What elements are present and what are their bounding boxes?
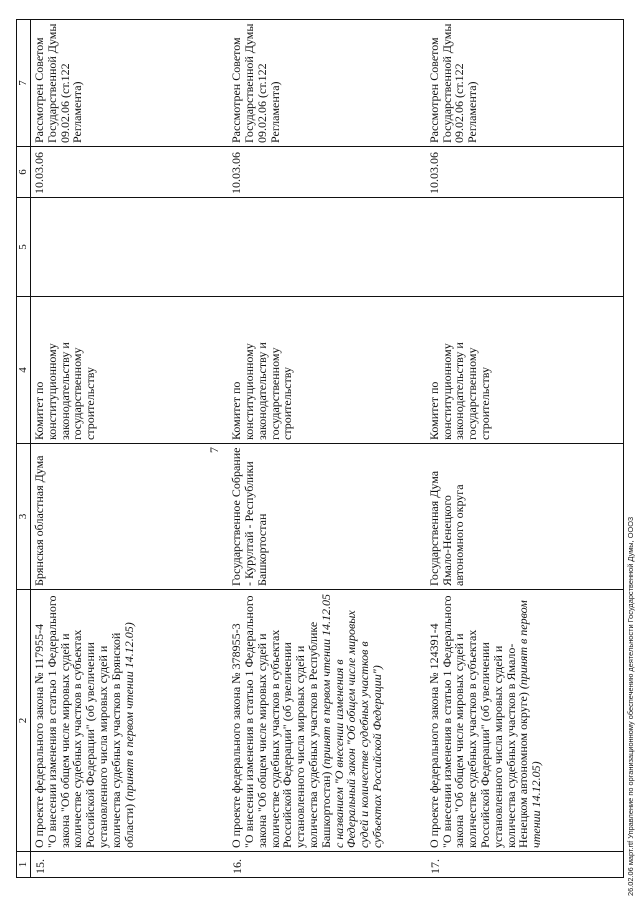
bills-table [16,19,624,878]
column-header: 3 [17,444,31,590]
project-cell [426,590,624,852]
table-header-row [17,20,31,878]
project-cell [31,590,229,852]
project-title: О проекте федерального закона № 378955-3 [229,623,244,848]
author-cell: Брянская областная Дума [31,444,229,590]
project-title: О проекте федерального закона № 117955-4 [32,623,47,848]
project-description: "О внесении изменения в статью 1 Федерального закона "Об общем числе мировых судей и количестве судебных участков в субъектах Российской Федерации" (об увеличении установленного числа мировых судей и количества судебных участков в Ямало-Ненецком автономном округе) [439,595,531,848]
row-number: 15. [31,852,229,878]
row-number: 17. [426,852,624,878]
column-header: 5 [17,198,31,297]
author-cell: Государственная Дума Ямало-Ненецкого автономного округа [426,444,624,590]
document-footer: 26.02.06 март.rtf Управление по организационному обеспечению деятельности Государственной Думы, ООО3 [626,516,635,896]
column-header: 7 [17,20,31,147]
project-cell [228,590,426,852]
committee-cell: Комитет по конституционному законодательству и государственному строительству [426,297,624,444]
project-reading-note: (принят в первом чтении 14.12.05 с названием "О внесении изменения в Федеральный закон "Об общем числе мировых судей и количестве судебных участков в субъектах Российской Федерации") [318,593,384,848]
table-row [31,20,229,878]
project-reading-note: (принят в первом чтении 14.12.05) [121,622,136,801]
table-row [228,20,426,878]
project-reading-note: (принят в первом чтении 14.12.05) [516,600,544,848]
column-header: 2 [17,590,31,852]
column-header: 1 [17,852,31,878]
column-header: 4 [17,297,31,444]
status-cell: Рассмотрен Советом Государственной Думы 09.02.06 (ст.122 Регламента) [31,20,229,147]
date-cell: 10.03.06 [228,147,426,198]
column-header: 6 [17,147,31,198]
project-description: "О внесении изменения в статью 1 Федерального закона "Об общем числе мировых судей и количестве судебных участков в субъектах Российской Федерации" (об увеличении установленного числа мировых судей и количества судебных участков в Республике Башкортостан) [241,595,333,848]
empty-cell [31,198,229,297]
status-cell: Рассмотрен Советом Государственной Думы 09.02.06 (ст.122 Регламента) [426,20,624,147]
status-cell: Рассмотрен Советом Государственной Думы 09.02.06 (ст.122 Регламента) [228,20,426,147]
date-cell: 10.03.06 [31,147,229,198]
project-title: О проекте федерального закона № 124391-4 [426,623,441,848]
page-number: 7 [207,447,221,453]
committee-cell: Комитет по конституционному законодательству и государственному строительству [31,297,229,444]
empty-cell [228,198,426,297]
table-row [426,20,624,878]
author-cell: Государственное Собрание - Курултай - Республики Башкортостан [228,444,426,590]
row-number: 16. [228,852,426,878]
committee-cell: Комитет по конституционному законодательству и государственному строительству [228,297,426,444]
date-cell: 10.03.06 [426,147,624,198]
empty-cell [426,198,624,297]
project-description: "О внесении изменения в статью 1 Федерального закона "Об общем числе мировых судей и количестве судебных участков в субъектах Российской Федерации" (об увеличении установленного числа мировых судей и количества судебных участков в Брянской области) [44,595,136,848]
